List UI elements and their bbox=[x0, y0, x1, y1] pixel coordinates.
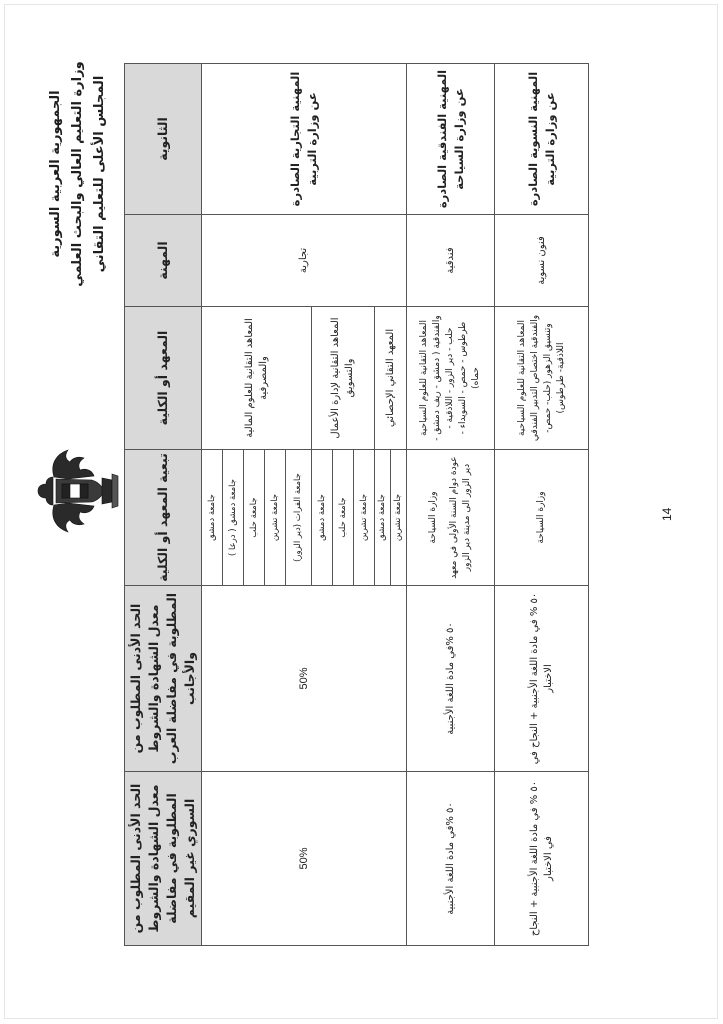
institute-cell: المعاهد التقانية للعلوم السياحية والفندقية ( دمشق - ريف دمشق - حلب - دير الزور - اللاذقية - طرطوس - حمص - السويداء - حماه) bbox=[407, 307, 495, 450]
affiliation-cell: جامعة دمشق ( درعا ) bbox=[223, 450, 244, 586]
affiliation-cell: جامعة دمشق bbox=[375, 450, 391, 586]
column-header-req-syrian: الحد الأدنى المطلوب من معدل الشهادة والشروط المطلوبة في مفاضلة السوري غير المقيم bbox=[125, 772, 202, 946]
header-line-2: وزارة التعليم العالي والبحث العلمي bbox=[70, 61, 85, 287]
affiliation-name: وزارة السياحة bbox=[428, 491, 438, 544]
header-line-3: المجلس الأعلى للتعليم التقاني bbox=[92, 75, 107, 273]
affiliation-cell: جامعة دمشق bbox=[312, 450, 333, 586]
column-header-secondary: الثانوية bbox=[125, 64, 202, 215]
eagle-emblem-icon bbox=[28, 446, 120, 536]
column-header-affiliation: تبعية المعهد أو الكلية bbox=[125, 450, 202, 586]
affiliation-cell: جامعة الفرات (دير الزور) bbox=[286, 450, 312, 586]
table-row bbox=[407, 64, 495, 946]
ministry-header bbox=[45, 44, 111, 304]
affiliation-cell: جامعة تشرين bbox=[265, 450, 286, 586]
req-arab-cell: 50% bbox=[202, 586, 407, 772]
page-number: 14 bbox=[660, 507, 674, 521]
institute-cell: المعاهد التقانية للعلوم المالية والمصرفية bbox=[202, 307, 312, 450]
admission-table bbox=[124, 63, 589, 946]
table-row bbox=[495, 64, 589, 946]
institute-cell: المعاهد التقانية لإدارة الأعمال والتسويق bbox=[312, 307, 375, 450]
institute-cell: المعهد التقاني الإحصائي bbox=[375, 307, 407, 450]
req-syrian-cell: 50% bbox=[202, 772, 407, 946]
secondary-cell: المهنية التجارية الصادرة عن وزارة التربية bbox=[202, 64, 407, 215]
profession-cell: فندقية bbox=[407, 215, 495, 307]
secondary-cell: المهنية النسوية الصادرة عن وزارة التربية bbox=[495, 64, 589, 215]
req-arab-cell: ٥٠ % في مادة اللغة الأجنبية + النجاح في الاختبار bbox=[495, 586, 589, 772]
column-header-req-arab: الحد الأدنى المطلوب من معدل الشهادة والشروط المطلوبة في مفاضلة العرب والأجانب bbox=[125, 586, 202, 772]
req-syrian-cell: ٥٠ %في مادة اللغة الأجنبية bbox=[407, 772, 495, 946]
affiliation-cell: وزارة السياحة bbox=[495, 450, 589, 586]
affiliation-cell: جامعة حلب bbox=[333, 450, 354, 586]
req-arab-cell: ٥٠ %في مادة اللغة الأجنبية bbox=[407, 586, 495, 772]
table-header-row bbox=[125, 64, 202, 946]
header-line-1: الجمهورية العربية السورية bbox=[48, 90, 63, 258]
table-row bbox=[202, 64, 223, 946]
institute-cell: المعاهد التقانية للعلوم السياحية والفندقية اختصاص التدبير الفندقي وتنسيق الزهور (حلب- حمص- اللاذقية- طرطوس) bbox=[495, 307, 589, 450]
affiliation-cell bbox=[407, 450, 495, 586]
affiliation-cell: جامعة تشرين bbox=[354, 450, 375, 586]
column-header-institute: المعهد أو الكلية bbox=[125, 307, 202, 450]
affiliation-note: عودة دوام السنة الأولى في معهد دير الزور الى مدينة دير الزور bbox=[449, 456, 472, 579]
column-header-profession: المهنة bbox=[125, 215, 202, 307]
req-syrian-cell: ٥٠ % في مادة اللغة الأجنبية + النجاح في الاختبار bbox=[495, 772, 589, 946]
affiliation-cell: جامعة تشرين bbox=[391, 450, 407, 586]
profession-cell: فنون نسوية bbox=[495, 215, 589, 307]
affiliation-cell: جامعة حلب bbox=[244, 450, 265, 586]
affiliation-cell: جامعة دمشق bbox=[202, 450, 223, 586]
profession-cell: تجارية bbox=[202, 215, 407, 307]
secondary-cell: المهنية الفندقية الصادرة عن وزارة السياحة bbox=[407, 64, 495, 215]
